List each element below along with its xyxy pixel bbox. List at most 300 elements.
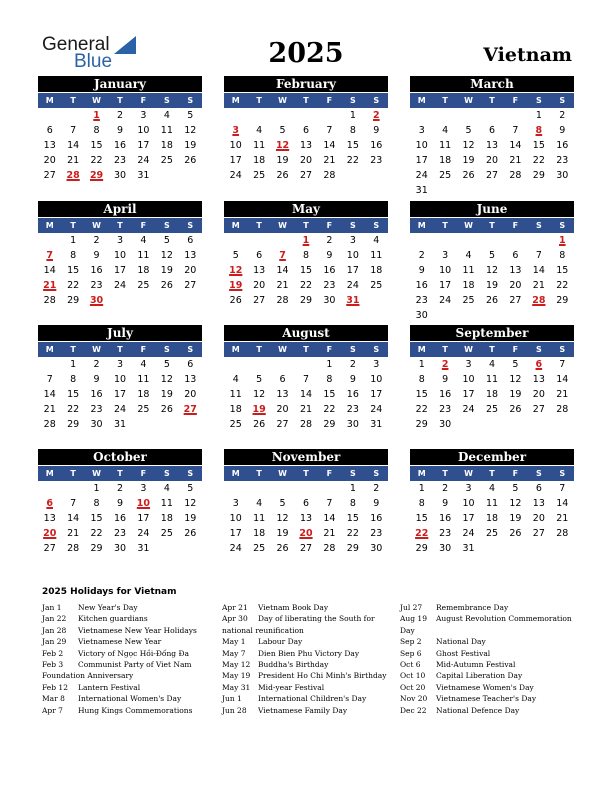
day-cell: 5: [512, 359, 519, 370]
day-cell: 3: [465, 483, 472, 494]
day-cell: 25: [160, 155, 173, 166]
day-cell: 7: [559, 359, 566, 370]
holiday-date: Feb 12: [42, 682, 68, 692]
day-cell: 31: [137, 543, 150, 554]
holiday-day-cell: 7: [279, 250, 286, 261]
day-cell: 30: [556, 170, 569, 181]
day-grid: [38, 357, 202, 432]
weekday-label: S: [163, 469, 170, 478]
day-cell: 25: [137, 280, 150, 291]
day-cell: 26: [160, 404, 173, 415]
day-cell: 18: [253, 155, 266, 166]
month-march: [410, 76, 574, 198]
holiday-date: May 1: [222, 637, 246, 647]
empty-day-cell: [457, 233, 480, 248]
day-cell: 10: [462, 374, 475, 385]
day-cell: 10: [439, 265, 452, 276]
day-cell: 6: [302, 125, 310, 136]
day-cell: 11: [160, 498, 173, 509]
empty-day-cell: [271, 233, 294, 248]
day-cell: 5: [187, 110, 194, 121]
weekday-header: [410, 466, 574, 481]
empty-day-cell: [504, 108, 527, 123]
empty-day-cell: [457, 108, 480, 123]
day-cell: 30: [323, 295, 336, 306]
day-cell: 14: [43, 265, 56, 276]
holiday-name: Remembrance Day: [436, 603, 509, 612]
day-cell: 25: [253, 543, 266, 554]
day-cell: 10: [229, 140, 242, 151]
day-cell: 24: [113, 404, 127, 415]
day-cell: 25: [229, 419, 242, 430]
empty-day-cell: [294, 357, 317, 372]
day-cell: 23: [439, 528, 452, 539]
day-cell: 21: [323, 528, 336, 539]
logo-text-blue: Blue: [74, 51, 113, 72]
day-cell: 17: [462, 513, 475, 524]
day-cell: 26: [276, 170, 289, 181]
day-cell: 16: [556, 140, 569, 151]
day-cell: 29: [299, 295, 313, 306]
day-cell: 5: [187, 483, 194, 494]
empty-day-cell: [38, 481, 61, 496]
day-cell: 4: [163, 483, 170, 494]
day-cell: 13: [43, 140, 56, 151]
day-cell: 12: [276, 513, 289, 524]
day-cell: 23: [90, 280, 103, 291]
weekday-label: S: [187, 221, 194, 230]
day-cell: 17: [113, 389, 127, 400]
day-cell: 16: [439, 513, 452, 524]
day-cell: 15: [67, 389, 80, 400]
weekday-label: S: [559, 469, 566, 478]
month-title: March: [410, 76, 574, 92]
empty-day-cell: [247, 108, 270, 123]
weekday-header: [224, 93, 388, 108]
day-cell: 16: [415, 280, 428, 291]
day-cell: 8: [70, 250, 77, 261]
holiday-item: [222, 602, 400, 613]
day-cell: 15: [415, 513, 428, 524]
month-september: [410, 325, 574, 432]
day-cell: 28: [43, 295, 56, 306]
holiday-date: Oct 6: [400, 660, 421, 670]
holiday-name: International Children's Day: [258, 694, 367, 704]
day-cell: 17: [137, 513, 150, 524]
day-cell: 14: [532, 265, 545, 276]
day-cell: 10: [370, 374, 383, 385]
holiday-item: [42, 602, 220, 613]
day-grid: [410, 481, 574, 556]
holiday-item: [42, 682, 220, 693]
day-cell: 6: [488, 125, 496, 136]
empty-day-cell: [224, 233, 247, 248]
holiday-date: Apr 21: [222, 603, 248, 612]
weekday-label: T: [303, 221, 309, 230]
holiday-item: [400, 648, 578, 659]
empty-day-cell: [38, 108, 61, 123]
weekday-label: S: [349, 221, 356, 230]
weekday-header: [410, 342, 574, 357]
day-cell: 10: [415, 140, 428, 151]
day-cell: 27: [532, 528, 545, 539]
day-cell: 3: [116, 359, 124, 370]
day-cell: 17: [462, 389, 475, 400]
holiday-day-cell: 20: [43, 528, 57, 539]
weekday-label: F: [512, 221, 519, 230]
day-cell: 5: [465, 125, 472, 136]
day-cell: 9: [418, 265, 425, 276]
holiday-date: Mar 8: [42, 694, 65, 704]
day-cell: 2: [559, 110, 566, 121]
day-cell: 18: [253, 528, 266, 539]
day-cell: 15: [323, 389, 336, 400]
day-cell: 8: [418, 498, 425, 509]
day-cell: 4: [140, 235, 147, 246]
day-cell: 23: [370, 528, 383, 539]
holiday-item: [400, 670, 578, 681]
day-cell: 22: [323, 404, 336, 415]
weekday-header: [38, 466, 202, 481]
weekday-label: T: [117, 221, 123, 230]
day-cell: 8: [349, 125, 356, 136]
day-cell: 4: [465, 250, 472, 261]
day-cell: 12: [184, 498, 197, 509]
day-cell: 2: [93, 235, 100, 246]
day-cell: 16: [113, 140, 127, 151]
day-cell: 24: [462, 528, 475, 539]
weekday-label: M: [231, 345, 240, 354]
empty-day-cell: [480, 108, 503, 123]
weekday-label: F: [140, 345, 147, 354]
day-cell: 9: [116, 498, 124, 509]
day-cell: 18: [485, 513, 499, 524]
day-cell: 30: [346, 419, 359, 430]
empty-day-cell: [224, 357, 247, 372]
weekday-label: S: [349, 96, 356, 105]
holiday-item: [42, 705, 220, 716]
day-cell: 12: [509, 498, 522, 509]
day-cell: 20: [184, 389, 197, 400]
holiday-day-cell: 12: [275, 140, 290, 151]
holiday-day-cell: 28: [66, 170, 80, 181]
day-cell: 9: [442, 498, 449, 509]
day-cell: 8: [326, 374, 333, 385]
day-cell: 22: [346, 528, 359, 539]
page-title-year: 2025: [268, 38, 344, 69]
weekday-label: W: [464, 96, 473, 105]
day-cell: 27: [509, 295, 522, 306]
day-cell: 21: [509, 155, 522, 166]
weekday-label: T: [489, 469, 495, 478]
empty-day-cell: [61, 481, 84, 496]
holiday-item: [42, 613, 220, 624]
month-february: [224, 76, 388, 183]
day-cell: 14: [323, 140, 336, 151]
holiday-item: [222, 648, 400, 659]
empty-day-cell: [61, 108, 84, 123]
day-cell: 30: [439, 419, 452, 430]
day-cell: 4: [163, 110, 170, 121]
weekday-label: F: [140, 96, 147, 105]
day-cell: 27: [43, 170, 56, 181]
day-cell: 29: [323, 419, 336, 430]
day-grid: [38, 233, 202, 308]
holidays-title: 2025 Holidays for Vietnam: [42, 587, 177, 597]
holiday-name: President Ho Chi Minh's Birthday: [258, 671, 387, 681]
day-cell: 22: [532, 155, 545, 166]
holiday-name: Day of liberating the South for: [258, 614, 375, 624]
holiday-item: [222, 659, 400, 670]
holiday-day-cell: 30: [89, 295, 104, 306]
day-cell: 1: [349, 110, 356, 121]
day-cell: 21: [556, 513, 569, 524]
day-cell: 7: [70, 125, 77, 136]
day-cell: 16: [323, 265, 336, 276]
month-title: October: [38, 449, 202, 465]
day-cell: 11: [253, 140, 266, 151]
day-cell: 21: [43, 404, 56, 415]
day-cell: 24: [113, 280, 127, 291]
holiday-name: Kitchen guardians: [78, 614, 148, 624]
weekday-label: T: [70, 469, 76, 478]
day-cell: 9: [373, 125, 380, 136]
day-grid: [410, 108, 574, 198]
day-cell: 21: [323, 155, 336, 166]
holiday-name: International Women's Day: [78, 694, 182, 704]
holiday-name: Communist Party of Viet Nam: [78, 660, 192, 670]
day-cell: 14: [299, 389, 313, 400]
holiday-date: Jul 27: [400, 603, 423, 612]
holiday-item: [400, 693, 578, 704]
day-cell: 29: [67, 419, 80, 430]
day-cell: 24: [137, 528, 150, 539]
day-cell: 4: [256, 125, 263, 136]
day-cell: 19: [276, 155, 289, 166]
day-cell: 17: [113, 265, 127, 276]
holiday-date: Dec 22: [400, 705, 427, 715]
holiday-date: Jan 28: [42, 625, 67, 635]
day-cell: 8: [418, 374, 425, 385]
empty-day-cell: [271, 108, 294, 123]
day-cell: 11: [485, 498, 499, 509]
holiday-item: [42, 625, 220, 636]
empty-day-cell: [433, 233, 456, 248]
day-cell: 10: [113, 250, 127, 261]
day-cell: 15: [90, 140, 103, 151]
day-cell: 5: [512, 483, 519, 494]
day-cell: 29: [532, 170, 545, 181]
day-cell: 1: [349, 483, 356, 494]
month-title: November: [224, 449, 388, 465]
day-cell: 5: [488, 250, 496, 261]
day-cell: 7: [535, 250, 542, 261]
day-cell: 23: [346, 404, 359, 415]
day-cell: 29: [67, 295, 80, 306]
empty-day-cell: [318, 108, 341, 123]
weekday-label: W: [464, 345, 473, 354]
weekday-header: [224, 218, 388, 233]
day-cell: 23: [90, 404, 103, 415]
day-cell: 9: [442, 374, 449, 385]
day-cell: 24: [439, 295, 452, 306]
empty-day-cell: [410, 233, 433, 248]
day-cell: 14: [556, 374, 569, 385]
day-cell: 20: [253, 280, 266, 291]
day-cell: 20: [485, 155, 499, 166]
weekday-label: M: [417, 345, 426, 354]
day-cell: 29: [346, 543, 359, 554]
day-cell: 17: [415, 155, 428, 166]
day-cell: 16: [370, 513, 383, 524]
day-grid: [410, 357, 574, 432]
day-cell: 28: [323, 170, 336, 181]
day-cell: 24: [137, 155, 150, 166]
holiday-name: Labour Day: [258, 637, 303, 647]
weekday-label: F: [512, 469, 519, 478]
holiday-column: [42, 602, 220, 716]
holiday-name: Vietnamese Teacher's Day: [436, 694, 537, 704]
day-cell: 5: [232, 250, 239, 261]
weekday-label: W: [92, 345, 101, 354]
day-cell: 21: [67, 528, 80, 539]
holiday-name: Buddha's Birthday: [258, 660, 329, 670]
holiday-day-cell: 19: [229, 280, 243, 291]
day-cell: 4: [256, 498, 263, 509]
day-cell: 21: [67, 155, 80, 166]
month-july: [38, 325, 202, 432]
day-cell: 22: [556, 280, 569, 291]
weekday-label: S: [535, 345, 542, 354]
holiday-item: [42, 659, 220, 670]
day-cell: 11: [485, 374, 499, 385]
day-cell: 26: [160, 280, 173, 291]
day-cell: 26: [462, 170, 475, 181]
day-cell: 19: [462, 155, 475, 166]
holiday-name: Ghost Festival: [436, 648, 491, 658]
weekday-label: T: [117, 345, 123, 354]
holiday-item: [42, 636, 220, 647]
holiday-item: [222, 693, 400, 704]
weekday-label: S: [373, 96, 380, 105]
day-cell: 21: [556, 389, 569, 400]
weekday-label: W: [278, 221, 287, 230]
day-cell: 27: [485, 170, 499, 181]
day-cell: 2: [93, 359, 100, 370]
day-cell: 22: [90, 155, 103, 166]
day-cell: 10: [113, 374, 127, 385]
weekday-label: T: [256, 345, 262, 354]
day-cell: 9: [373, 498, 380, 509]
day-cell: 22: [299, 280, 313, 291]
day-cell: 26: [276, 543, 289, 554]
day-cell: 6: [512, 250, 519, 261]
empty-day-cell: [38, 357, 61, 372]
weekday-label: M: [45, 345, 54, 354]
day-cell: 27: [43, 543, 56, 554]
day-cell: 22: [67, 280, 80, 291]
day-grid: [38, 481, 202, 556]
holiday-item: [222, 613, 400, 624]
empty-day-cell: [480, 233, 503, 248]
month-november: [224, 449, 388, 556]
holiday-date: Jan 29: [42, 637, 67, 647]
weekday-label: S: [163, 345, 170, 354]
empty-day-cell: [294, 108, 317, 123]
day-cell: 2: [418, 250, 425, 261]
empty-day-cell: [294, 481, 317, 496]
day-cell: 15: [346, 513, 359, 524]
country-title: Vietnam: [483, 44, 572, 66]
day-cell: 20: [276, 404, 289, 415]
weekday-label: F: [326, 469, 333, 478]
day-cell: 29: [415, 543, 428, 554]
weekday-label: S: [559, 96, 566, 105]
day-cell: 15: [532, 140, 545, 151]
day-cell: 27: [299, 543, 313, 554]
day-cell: 19: [485, 280, 499, 291]
day-cell: 24: [370, 404, 383, 415]
day-cell: 14: [509, 140, 522, 151]
weekday-label: M: [417, 96, 426, 105]
holiday-day-cell: 21: [43, 280, 57, 291]
day-cell: 18: [439, 155, 452, 166]
day-cell: 10: [346, 250, 359, 261]
holiday-day-cell: 1: [93, 110, 100, 121]
day-cell: 11: [462, 265, 475, 276]
day-cell: 27: [253, 295, 266, 306]
day-cell: 13: [532, 374, 545, 385]
holiday-date: May 19: [222, 671, 251, 681]
day-cell: 23: [370, 155, 383, 166]
weekday-label: S: [535, 469, 542, 478]
weekday-label: S: [187, 96, 194, 105]
day-cell: 25: [160, 528, 173, 539]
holiday-day-cell: 1: [302, 235, 310, 246]
holiday-date: Aug 19: [400, 614, 427, 624]
day-cell: 14: [67, 140, 80, 151]
day-cell: 11: [253, 513, 266, 524]
empty-day-cell: [247, 233, 270, 248]
weekday-label: S: [373, 221, 380, 230]
day-cell: 16: [90, 389, 103, 400]
day-cell: 13: [253, 265, 266, 276]
holiday-item: [222, 636, 400, 647]
day-cell: 12: [160, 374, 173, 385]
day-cell: 9: [93, 374, 100, 385]
day-cell: 23: [556, 155, 569, 166]
weekday-label: T: [70, 96, 76, 105]
day-cell: 7: [70, 498, 77, 509]
day-cell: 1: [93, 483, 100, 494]
day-cell: 21: [276, 280, 289, 291]
holiday-day-cell: 20: [299, 528, 313, 539]
weekday-label: T: [256, 469, 262, 478]
holiday-date: Feb 2: [42, 648, 64, 658]
weekday-label: F: [326, 96, 333, 105]
day-cell: 14: [323, 513, 336, 524]
day-cell: 3: [418, 125, 425, 136]
weekday-label: T: [256, 96, 262, 105]
day-cell: 2: [349, 359, 356, 370]
weekday-label: M: [45, 221, 54, 230]
holiday-column: [400, 602, 578, 716]
empty-day-cell: [224, 108, 247, 123]
day-cell: 6: [256, 250, 263, 261]
weekday-label: T: [489, 221, 495, 230]
weekday-label: T: [442, 345, 448, 354]
day-cell: 18: [462, 280, 475, 291]
